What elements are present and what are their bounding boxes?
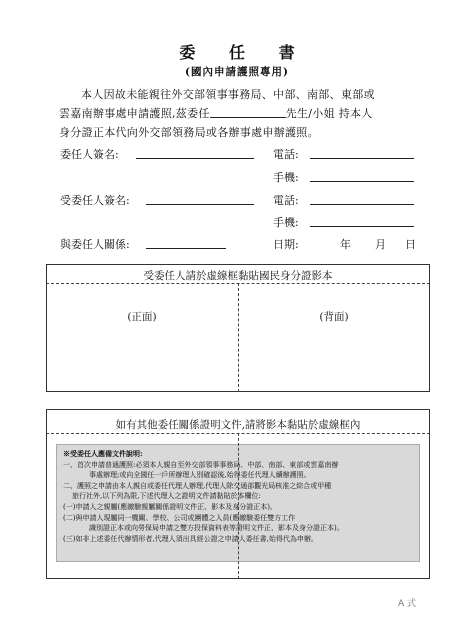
- agent-mobile-label: 手機:: [273, 216, 299, 229]
- notes-line: (一)申請人之親屬(應繳驗親屬關係證明文件正、影本及身分證正本)。: [63, 502, 277, 511]
- notes-line: 識別證正本或向勞保局申請之雙方投保資料表等證明文件正、影本及身分證正本)。: [89, 524, 344, 533]
- other-docs-center-divider: [238, 433, 239, 579]
- page-subtitle: (國內申請護照專用): [185, 66, 289, 78]
- agent-phone-label: 電話:: [273, 194, 299, 207]
- id-back-label: (背面): [319, 311, 349, 323]
- principal-signature-label: 委任人簽名:: [60, 148, 119, 161]
- principal-signature-line[interactable]: [136, 158, 254, 159]
- intro-line-2: [59, 104, 431, 123]
- notes-heading: ※受委任人應備文件說明:: [63, 449, 143, 458]
- relation-label: 與委任人關係:: [60, 238, 130, 251]
- form-code: A 式: [397, 599, 416, 609]
- id-front-label: (正面): [127, 311, 157, 323]
- notes-line: 二、護照之申請由本人親自或委任代理人辦理,代理人除交通部觀光局核准之綜合或甲種: [63, 481, 332, 490]
- intro-line-2-end: 先生/小姐 持本人: [285, 107, 373, 120]
- date-day-label: 日: [405, 238, 416, 251]
- date-label: 日期:: [273, 238, 299, 251]
- agent-signature-line[interactable]: [146, 204, 254, 205]
- relation-line[interactable]: [146, 248, 226, 249]
- notes-line: 一、首次申請普通護照:必須本人親自至外交部領事事務局、中部、南部、東部或雲嘉南辦: [63, 460, 339, 469]
- agent-mobile-line[interactable]: [310, 226, 414, 227]
- principal-phone-label: 電話:: [273, 148, 299, 161]
- other-docs-caption: 如有其他委任關係證明文件,請將影本黏貼於虛線框內: [115, 419, 361, 431]
- principal-mobile-line[interactable]: [310, 181, 414, 182]
- date-month-label: 月: [375, 238, 386, 251]
- agent-name-blank[interactable]: [210, 106, 286, 118]
- principal-phone-line[interactable]: [310, 158, 414, 159]
- date-year-label: 年: [340, 238, 351, 251]
- intro-line-3: 身分證正本代向外交部領務局或各辦事處申辦護照。: [59, 126, 319, 139]
- page-title: 委 任 書: [179, 43, 309, 62]
- id-copy-caption: 受委任人請於虛線框黏貼國民身分證影本: [143, 270, 333, 282]
- notes-line: 旅行社外,以下列為限,下述代理人之證明文件請黏貼於本欄位:: [72, 492, 261, 501]
- notes-line: (三)如非上述委任代辦情形者,代理人須出具經公證之申請人委任書,始得代為申辦。: [63, 534, 318, 543]
- agent-phone-line[interactable]: [310, 204, 414, 205]
- intro-line-1: 本人因故未能親往外交部領事事務局、中部、南部、東部或: [81, 88, 375, 101]
- agent-signature-label: 受委任人簽名:: [60, 194, 130, 207]
- notes-line: 事處辦理;或向全國任一戶所辦理人別確認後,始得委任代理人續辦護照。: [89, 471, 311, 480]
- notes-line: (二)與申請人現屬同一機關、學校、公司或團體之人員(應繳驗委任雙方工作: [63, 513, 296, 522]
- principal-mobile-label: 手機:: [273, 171, 299, 184]
- intro-line-2-start: 雲嘉南辦事處申請護照,茲委任: [59, 107, 210, 120]
- id-copy-center-divider: [238, 283, 239, 392]
- intro-paragraph: [59, 85, 431, 142]
